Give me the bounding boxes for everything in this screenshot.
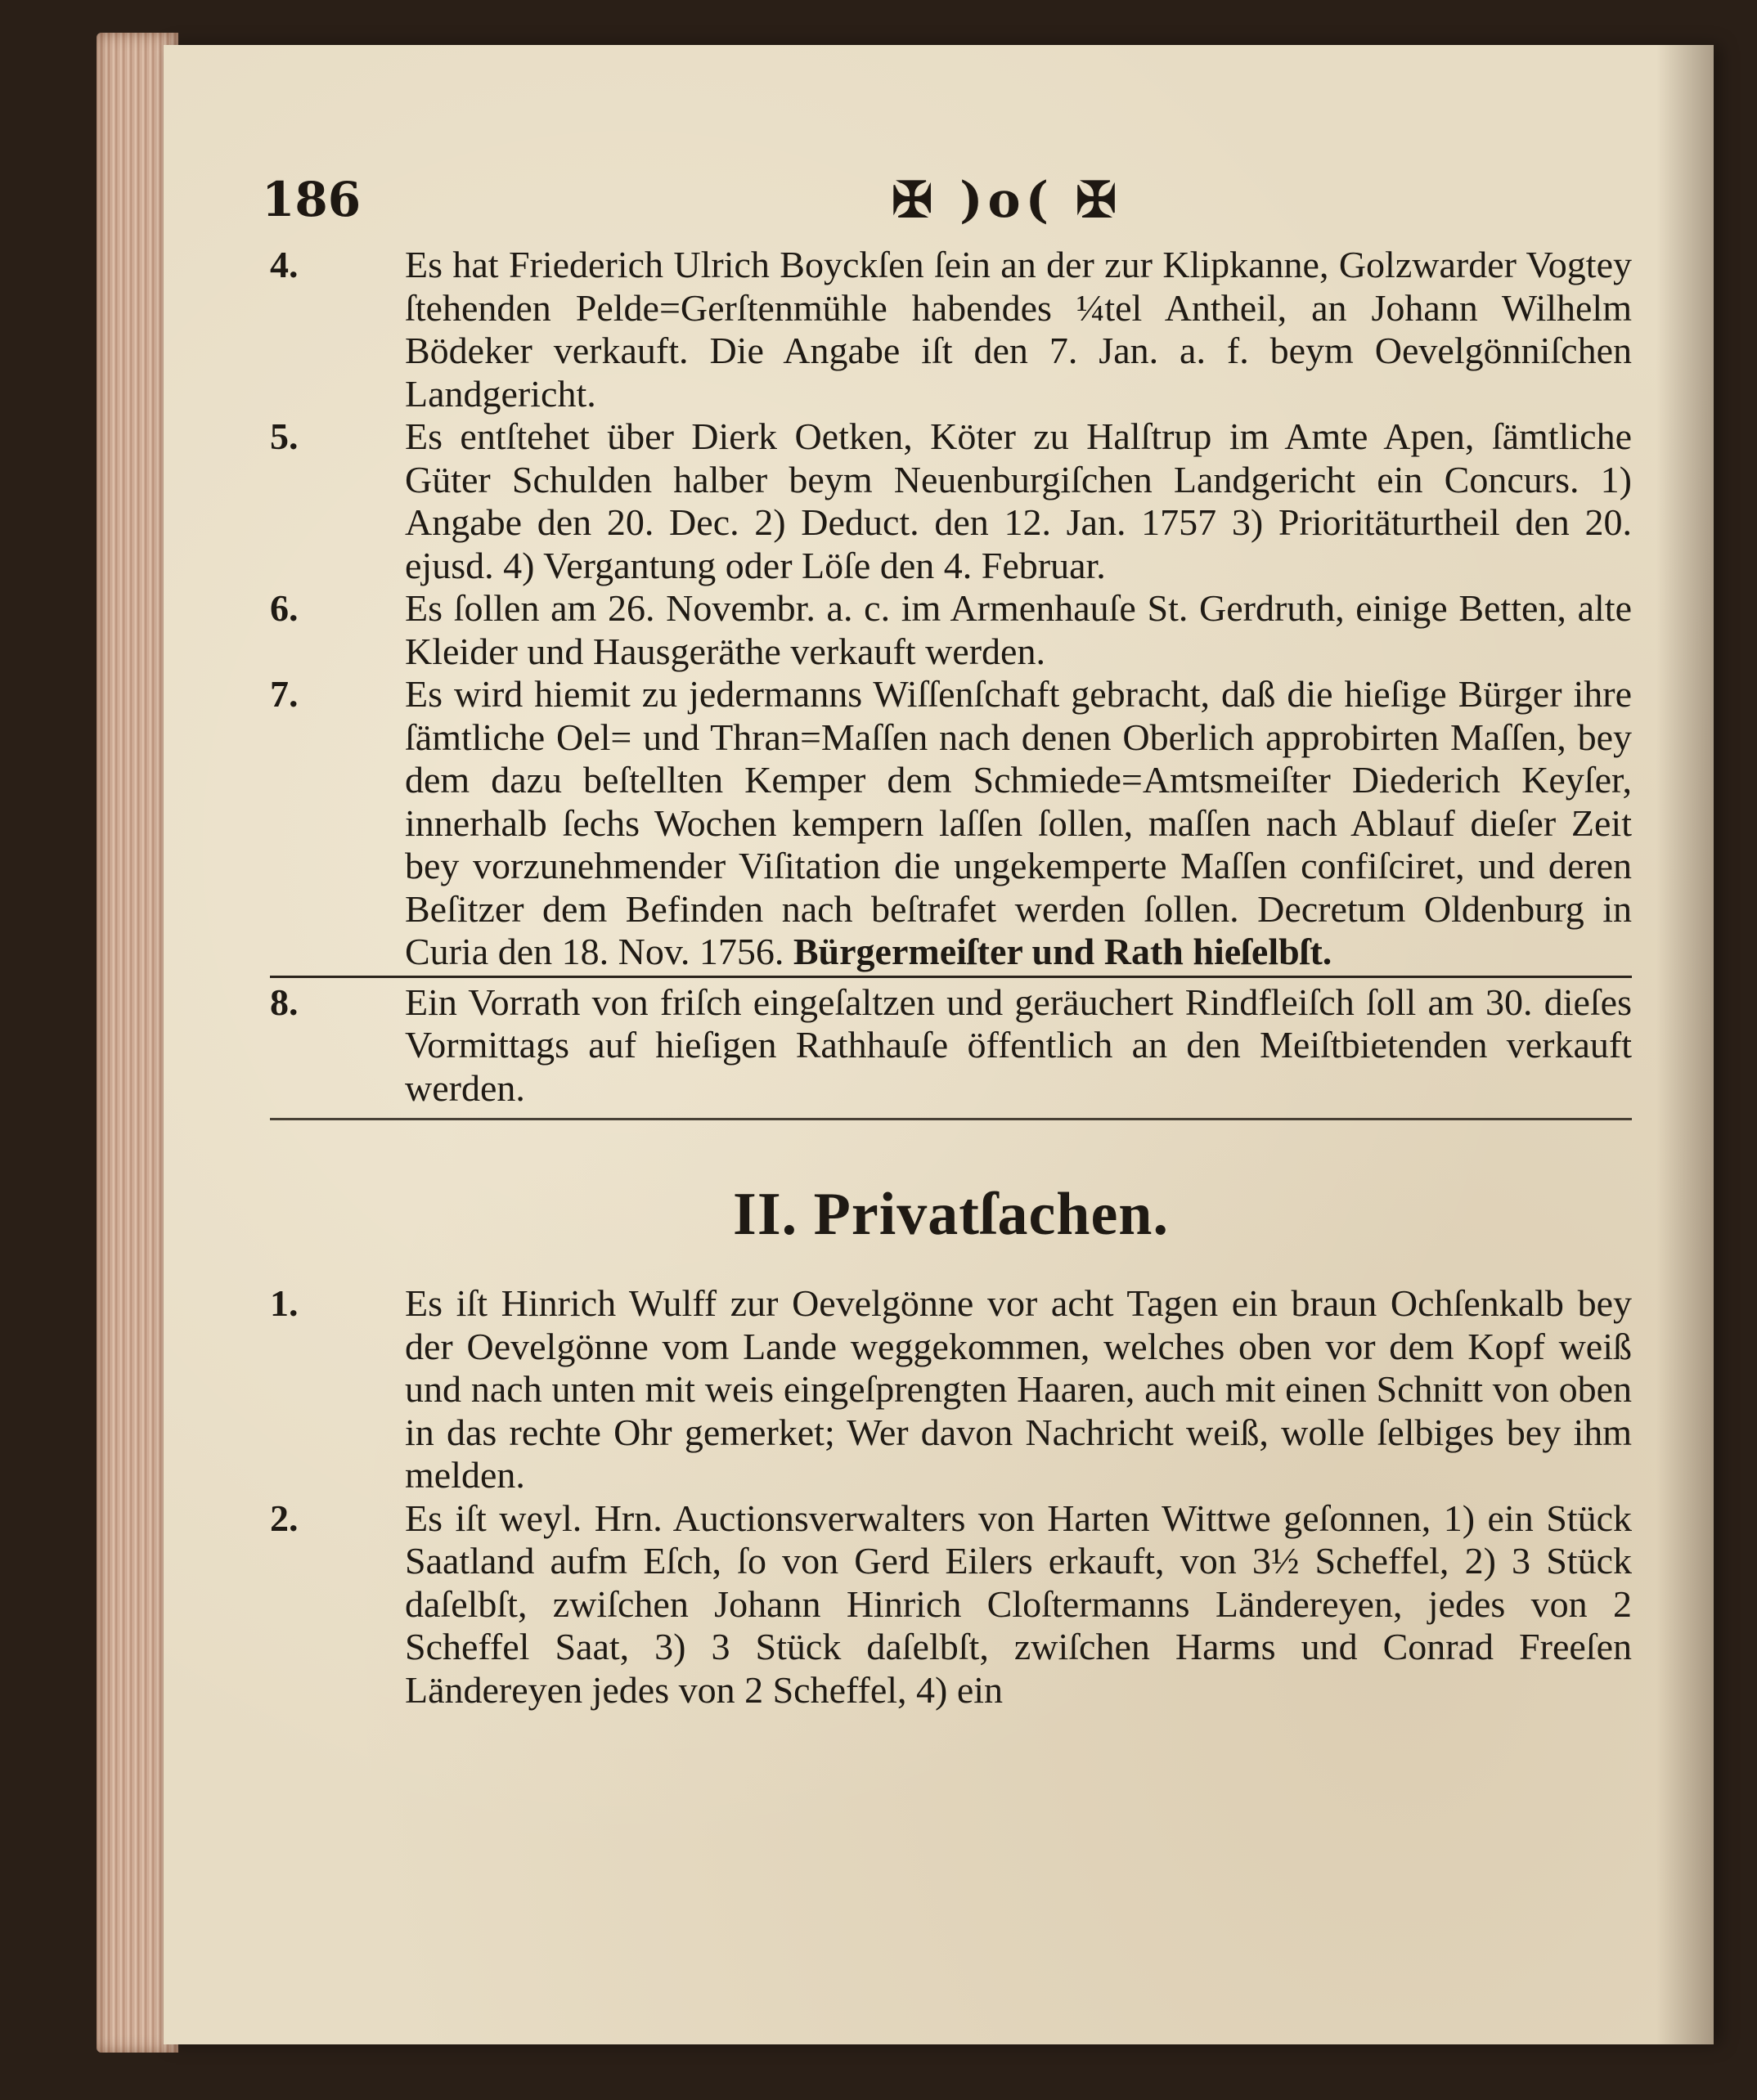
entry-text: Es hat Friederich Ulrich Boyckſen ſein an der zur Klipkanne, Golzwarder Vogtey ſtehenden Pelde=Gerſtenmühle habendes ¼tel Antheil, an Johann Wilhelm Bödeker verkauft. Die Angabe iſt den 7. Jan. a. f. beym Oevelgönniſchen Landgericht. (405, 244, 1632, 415)
page-text (270, 244, 1632, 1712)
private-entry-2 (270, 1497, 1632, 1712)
entry-number: 8. (270, 980, 299, 1023)
entry-number: 2. (270, 1496, 299, 1539)
entry-number: 7. (270, 673, 299, 715)
entry-number: 5. (270, 415, 299, 457)
entry-6 (270, 587, 1632, 673)
entry-4 (270, 244, 1632, 415)
entry-number: 4. (270, 244, 299, 285)
entry-5 (270, 415, 1632, 587)
entry-number: 1. (270, 1282, 299, 1324)
header-ornament: ✠ )o( ✠ (892, 172, 1122, 229)
entry-number: 6. (270, 587, 299, 629)
private-entry-1 (270, 1282, 1632, 1497)
page-gutter-shadow (1656, 45, 1714, 2044)
entry-8 (270, 981, 1632, 1111)
entry-text: Es entſtehet über Dierk Oetken, Köter zu Halſtrup im Amte Apen, ſämtliche Güter Schulden halber beym Neuenburgiſchen Landgericht ein Concurs. 1) Angabe den 20. Dec. 2) Deduct. den 12. Jan. 1757 3) Prioritäturtheil den 20. ejusd. 4) Vergantung oder Löſe den 4. Februar. (405, 415, 1632, 586)
entry-text: Es wird hiemit zu jedermanns Wiſſenſchaft gebracht, daß die hieſige Bürger ihre ſämtliche Oel= und Thran=Maſſen nach denen Oberlich approbirten Maſſen, bey dem dazu beſtellten Kemper dem Schmiede=Amtsmeiſter Diederich Keyſer, innerhalb ſechs Wochen kempern laſſen ſollen, maſſen nach Ablauf dieſer Zeit bey vorzunehmender Viſitation die ungekemperte Maſſen confiſciret, und deren Beſitzer dem Befinden nach beſtrafet werden ſollen. Decretum Oldenburg in Curia den 18. Nov. 1756. (405, 673, 1632, 972)
entry-text: Es ſollen am 26. Novembr. a. c. im Armenhauſe St. Gerdruth, einige Betten, alte Kleider und Hausgeräthe verkauft werden. (405, 587, 1632, 672)
section-divider (270, 976, 1632, 978)
entry-signature: Bürgermeiſter und Rath hieſelbſt. (793, 931, 1332, 972)
entry-text: Es iſt Hinrich Wulff zur Oevelgönne vor acht Tagen ein braun Ochſenkalb bey der Oevelgönne vom Lande weggekommen, welches oben vor dem Kopf weiß und nach unten mit weis eingeſprengten Haaren, auch mit einen Schnitt von oben in das rechte Ohr gemerket; Wer davon Nachricht weiß, wolle ſelbiges bey ihm melden. (405, 1282, 1632, 1496)
entry-7 (270, 673, 1632, 974)
entry-text: Es iſt weyl. Hrn. Auctionsverwalters von Harten Wittwe geſonnen, 1) ein Stück Saatland aufm Eſch, ſo von Gerd Eilers erkauft, von 3½ Scheffel, 2) 3 Stück daſelbſt, zwiſchen Johann Hinrich Cloſtermanns Ländereyen, jedes von 2 Scheffel Saat, 3) 3 Stück daſelbſt, zwiſchen Harms und Conrad Freeſen Ländereyen jedes von 2 Scheffel, 4) ein (405, 1496, 1632, 1711)
section-heading: II. Privatſachen. (733, 1181, 1169, 1248)
entry-text: Ein Vorrath von friſch eingeſaltzen und geräuchert Rindfleiſch ſoll am 30. dieſes Vormittags auf hieſigen Rathhauſe öffentlich an den Meiſtbietenden verkauft werden. (405, 980, 1632, 1109)
page-number: 186 (262, 172, 362, 227)
section-divider (270, 1118, 1632, 1120)
page-header (262, 172, 1652, 237)
